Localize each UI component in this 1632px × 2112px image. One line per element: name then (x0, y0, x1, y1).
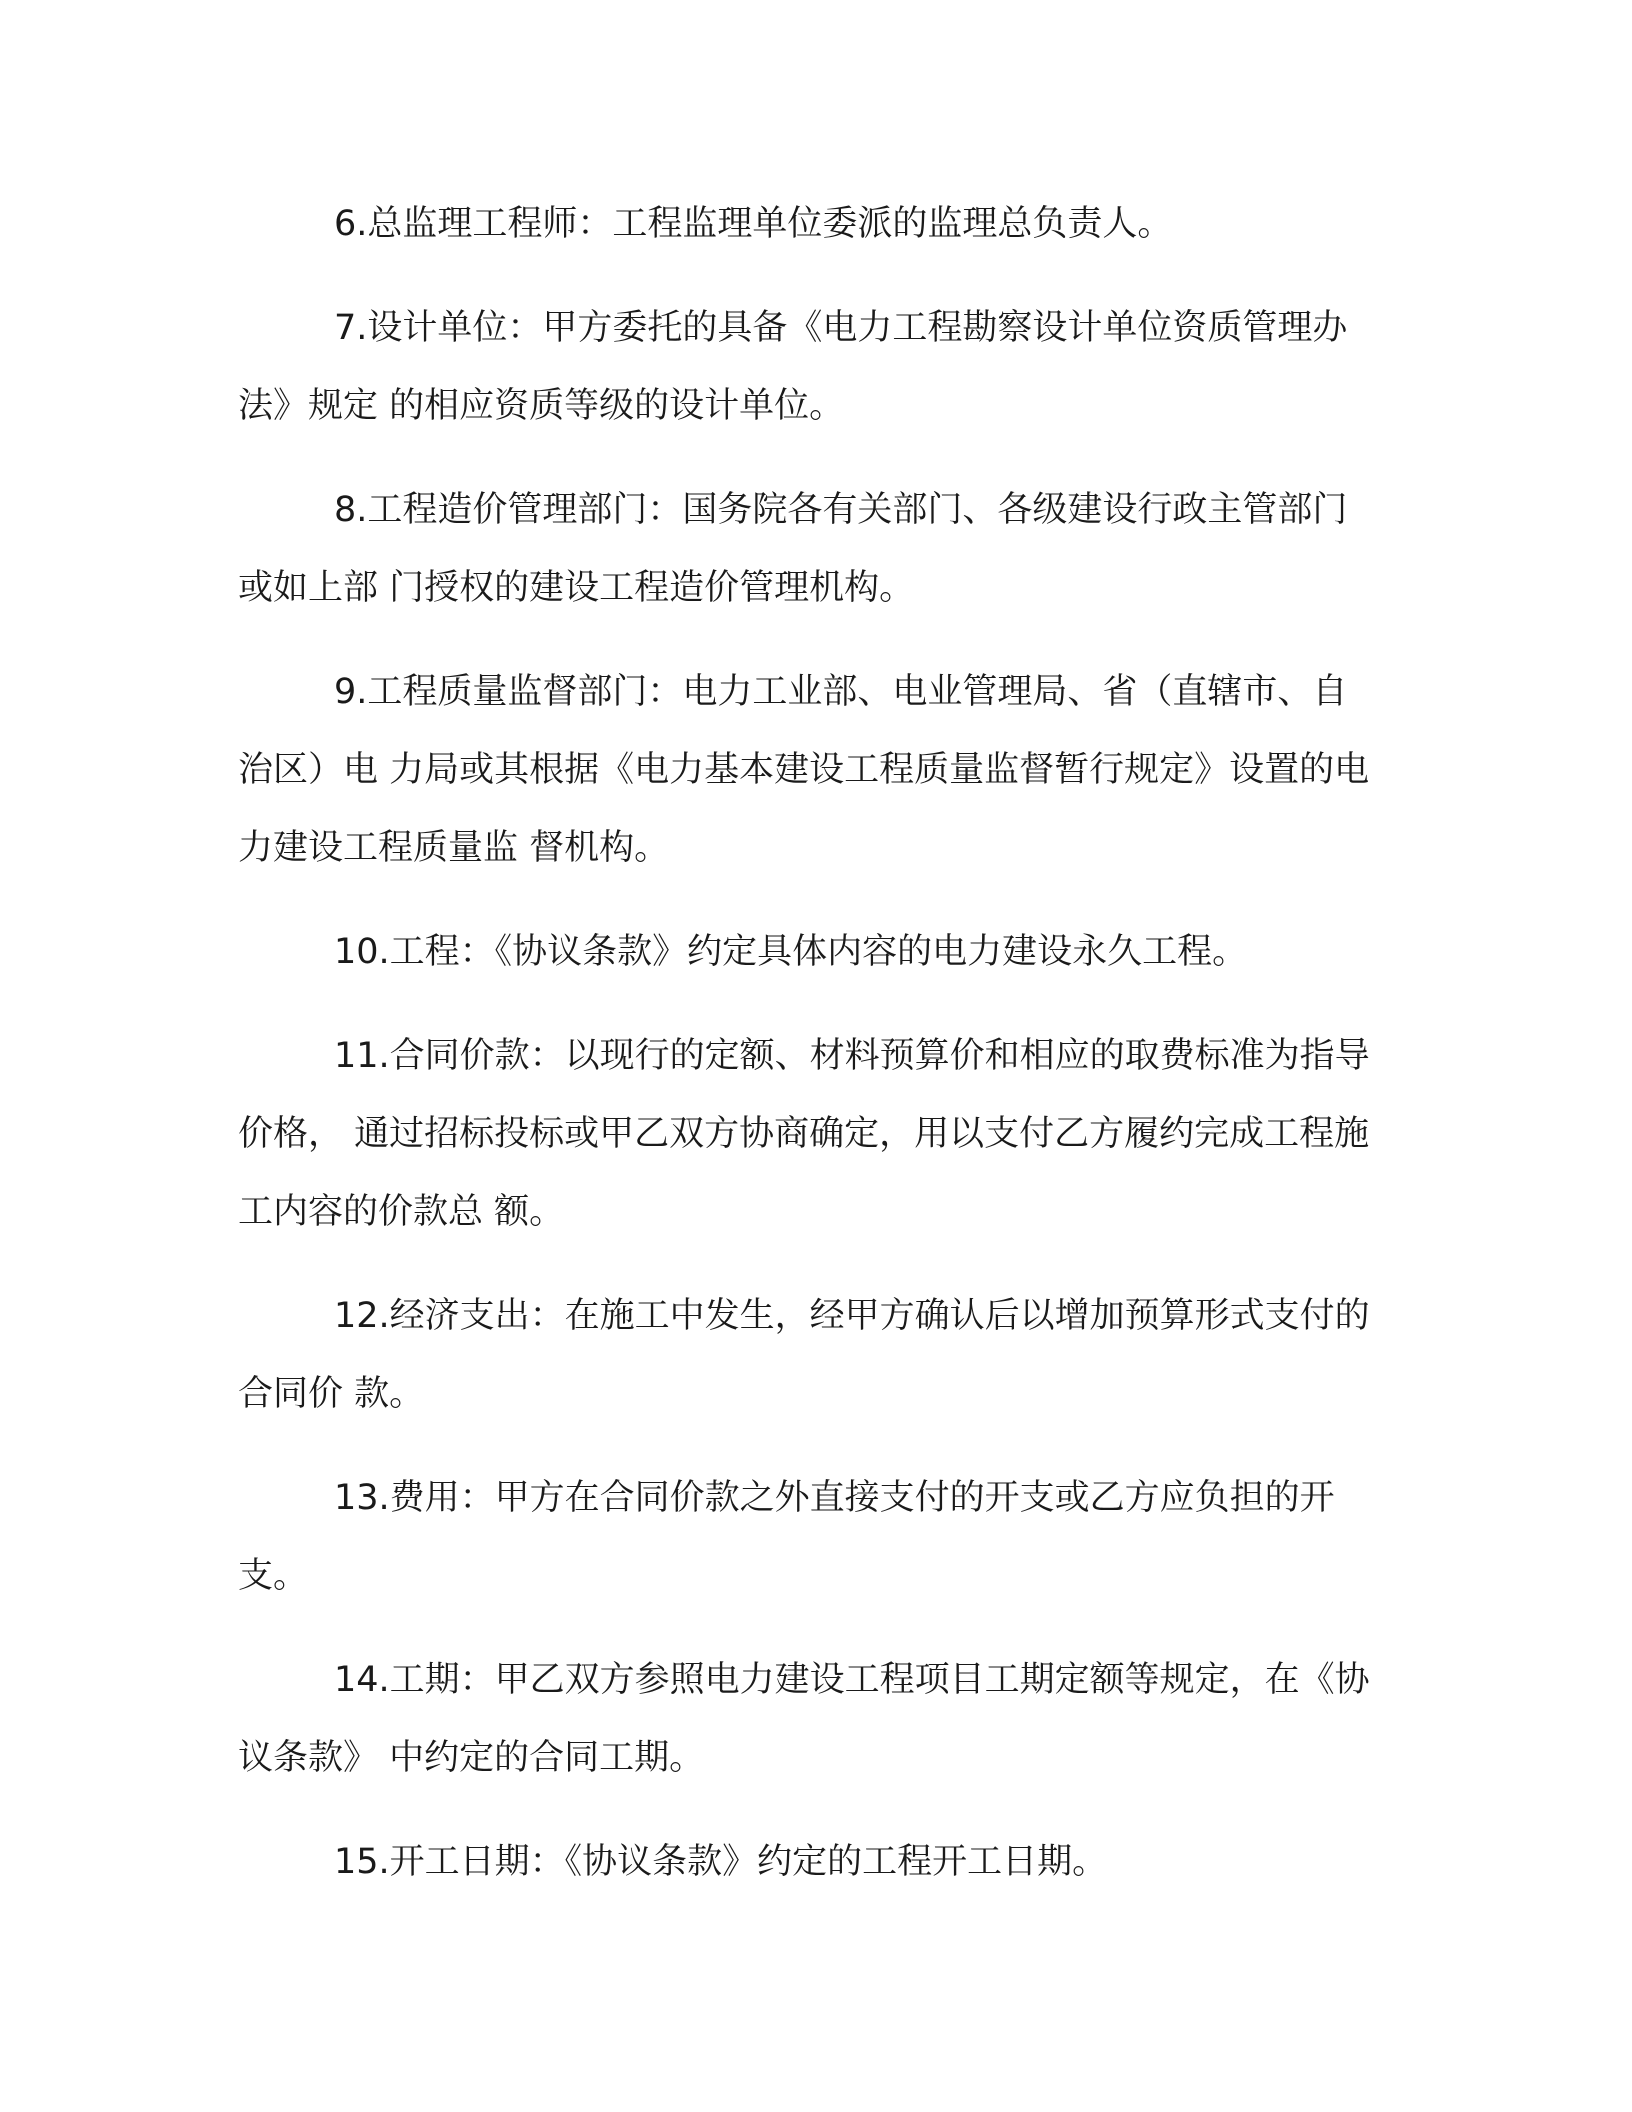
definition-7: 7.设计单位：甲方委托的具备《电力工程勘察设计单位资质管理办法》规定 的相应资质等级的设计单位。 (238, 308, 1348, 426)
definition-10: 10.工程：《协议条款》约定具体内容的电力建设永久工程。 (334, 932, 1248, 972)
definition-11: 11.合同价款：以现行的定额、材料预算价和相应的取费标准为指导价格， 通过招标投标或甲乙双方协商确定，用以支付乙方履约完成工程施工内容的价款总 额。 (238, 1036, 1370, 1232)
definition-6: 6.总监理工程师：工程监理单位委派的监理总负责人。 (334, 204, 1173, 244)
definition-13: 13.费用：甲方在合同价款之外直接支付的开支或乙方应负担的开支。 (238, 1478, 1335, 1596)
definition-15: 15.开工日期：《协议条款》约定的工程开工日期。 (334, 1842, 1108, 1882)
definition-8: 8.工程造价管理部门：国务院各有关部门、各级建设行政主管部门或如上部 门授权的建设工程造价管理机构。 (238, 490, 1348, 608)
definition-9: 9.工程质量监督部门：电力工业部、电业管理局、省（直辖市、自治区）电 力局或其根据《电力基本建设工程质量监督暂行规定》设置的电力建设工程质量监 督机构。 (238, 672, 1370, 868)
document-page (238, 185, 1378, 1927)
definition-14: 14.工期：甲乙双方参照电力建设工程项目工期定额等规定，在《协议条款》 中约定的合同工期。 (238, 1660, 1370, 1778)
definition-12: 12.经济支出：在施工中发生，经甲方确认后以增加预算形式支付的合同价 款。 (238, 1296, 1370, 1414)
